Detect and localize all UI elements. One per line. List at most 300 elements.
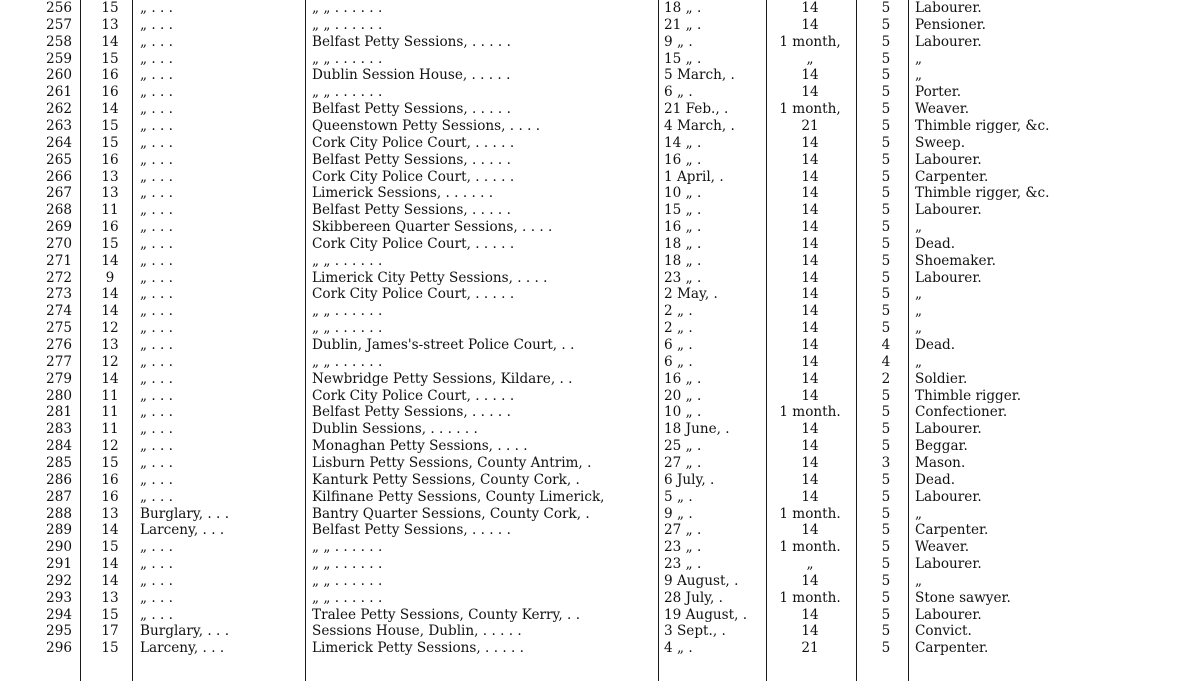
- detention-cell: 5: [881, 539, 891, 556]
- date-cell: 27 „ .: [664, 522, 702, 539]
- date-cell: 15 „ .: [664, 202, 702, 219]
- entry-number: 259: [46, 50, 72, 67]
- term-cell: 14: [801, 185, 819, 202]
- court-cell: Cork City Police Court, . . . . .: [312, 168, 515, 185]
- crime-cell: „ . . .: [140, 168, 173, 185]
- entry-number: 286: [46, 471, 72, 488]
- crime-cell: „ . . .: [140, 471, 173, 488]
- occupation-cell: „: [915, 303, 923, 320]
- table-row: [0, 118, 1190, 134]
- table-row: [0, 169, 1190, 185]
- age-cell: 14: [101, 572, 119, 589]
- table-row: [0, 404, 1190, 420]
- occupation-cell: Pensioner.: [915, 16, 986, 33]
- detention-cell: 5: [881, 101, 891, 118]
- entry-number: 294: [46, 606, 72, 623]
- court-cell: „ „ . . . . . .: [312, 16, 383, 33]
- entry-number: 258: [46, 33, 72, 50]
- term-cell: „: [806, 556, 814, 573]
- date-cell: 16 „ .: [664, 151, 702, 168]
- crime-cell: „ . . .: [140, 67, 173, 84]
- date-cell: 18 June, .: [664, 421, 730, 438]
- detention-cell: 5: [881, 117, 891, 134]
- court-cell: „ „ . . . . . .: [312, 50, 383, 67]
- court-cell: „ „ . . . . . .: [312, 556, 383, 573]
- term-cell: 14: [801, 387, 819, 404]
- table-row: [0, 135, 1190, 151]
- crime-cell: „ . . .: [140, 151, 173, 168]
- detention-cell: 5: [881, 320, 891, 337]
- age-cell: 16: [101, 67, 119, 84]
- date-cell: 20 „ .: [664, 387, 702, 404]
- occupation-cell: „: [915, 353, 923, 370]
- detention-cell: 5: [881, 556, 891, 573]
- date-cell: 1 April, .: [664, 168, 724, 185]
- crime-cell: „ . . .: [140, 134, 173, 151]
- term-cell: 21: [801, 640, 819, 657]
- entry-number: 273: [46, 286, 72, 303]
- entry-number: 287: [46, 488, 72, 505]
- term-cell: 14: [801, 303, 819, 320]
- occupation-cell: „: [915, 572, 923, 589]
- table-row: [0, 51, 1190, 67]
- term-cell: 14: [801, 286, 819, 303]
- term-cell: 14: [801, 522, 819, 539]
- age-cell: 13: [101, 168, 119, 185]
- crime-cell: „ . . .: [140, 84, 173, 101]
- detention-cell: 5: [881, 84, 891, 101]
- entry-number: 261: [46, 84, 72, 101]
- age-cell: 16: [101, 471, 119, 488]
- crime-cell: „ . . .: [140, 219, 173, 236]
- court-cell: Dublin, James's-street Police Court, . .: [312, 337, 575, 353]
- age-cell: 15: [101, 134, 119, 151]
- term-cell: 14: [801, 134, 819, 151]
- term-cell: 14: [801, 16, 819, 33]
- entry-number: 293: [46, 589, 72, 606]
- court-cell: Belfast Petty Sessions, . . . . .: [312, 404, 511, 421]
- age-cell: 14: [101, 252, 119, 269]
- term-cell: 21: [801, 117, 819, 134]
- term-cell: 14: [801, 488, 819, 505]
- age-cell: 17: [101, 623, 119, 640]
- date-cell: 9 „ .: [664, 33, 693, 50]
- entry-number: 266: [46, 168, 72, 185]
- detention-cell: 5: [881, 438, 891, 455]
- detention-cell: 5: [881, 387, 891, 404]
- crime-cell: „ . . .: [140, 404, 173, 421]
- date-cell: 27 „ .: [664, 454, 702, 471]
- term-cell: 14: [801, 421, 819, 438]
- entry-number: 275: [46, 320, 72, 337]
- court-cell: „ „ . . . . . .: [312, 252, 383, 269]
- occupation-cell: „: [915, 286, 923, 303]
- date-cell: 2 May, .: [664, 286, 718, 303]
- table-row: [0, 623, 1190, 639]
- date-cell: 21 Feb., .: [664, 101, 729, 118]
- table-row: [0, 472, 1190, 488]
- crime-cell: „ . . .: [140, 370, 173, 387]
- crime-cell: „ . . .: [140, 556, 173, 573]
- detention-cell: 5: [881, 606, 891, 623]
- detention-cell: 5: [881, 185, 891, 202]
- entry-number: 268: [46, 202, 72, 219]
- age-cell: 16: [101, 219, 119, 236]
- date-cell: 4 „ .: [664, 640, 693, 657]
- court-cell: „ „ . . . . . .: [312, 572, 383, 589]
- detention-cell: 4: [881, 353, 891, 370]
- crime-cell: „ . . .: [140, 589, 173, 606]
- table-row: [0, 573, 1190, 589]
- occupation-cell: Beggar.: [915, 438, 968, 455]
- age-cell: 9: [105, 269, 115, 286]
- term-cell: 14: [801, 84, 819, 101]
- table-row: [0, 489, 1190, 505]
- entry-number: 270: [46, 235, 72, 252]
- detention-cell: 5: [881, 505, 891, 522]
- date-cell: 16 „ .: [664, 370, 702, 387]
- term-cell: 14: [801, 623, 819, 640]
- occupation-cell: Stone sawyer.: [915, 589, 1011, 606]
- detention-cell: 5: [881, 235, 891, 252]
- court-cell: Newbridge Petty Sessions, Kildare, . .: [312, 370, 573, 387]
- court-cell: Sessions House, Dublin, . . . . .: [312, 623, 522, 640]
- detention-cell: 5: [881, 33, 891, 50]
- detention-cell: 5: [881, 488, 891, 505]
- table-row: [0, 556, 1190, 572]
- occupation-cell: Mason.: [915, 454, 966, 471]
- court-cell: Dublin Sessions, . . . . . .: [312, 421, 478, 438]
- court-cell: Belfast Petty Sessions, . . . . .: [312, 522, 511, 539]
- occupation-cell: Weaver.: [915, 539, 970, 556]
- crime-cell: „ . . .: [140, 269, 173, 286]
- crime-cell: „ . . .: [140, 0, 173, 16]
- court-cell: „ „ . . . . . .: [312, 539, 383, 556]
- age-cell: 14: [101, 33, 119, 50]
- crime-cell: „ . . .: [140, 286, 173, 303]
- table-row: [0, 371, 1190, 387]
- occupation-cell: Dead.: [915, 235, 956, 252]
- court-cell: Belfast Petty Sessions, . . . . .: [312, 101, 511, 118]
- age-cell: 11: [101, 404, 119, 421]
- table-row: [0, 590, 1190, 606]
- occupation-cell: Dead.: [915, 471, 956, 488]
- court-cell: Limerick Petty Sessions, . . . . .: [312, 640, 524, 657]
- occupation-cell: Carpenter.: [915, 522, 989, 539]
- court-cell: Kilfinane Petty Sessions, County Limerick,: [312, 488, 605, 505]
- occupation-cell: „: [915, 67, 923, 84]
- entry-number: 260: [46, 67, 72, 84]
- entry-number: 283: [46, 421, 72, 438]
- court-cell: Belfast Petty Sessions, . . . . .: [312, 33, 511, 50]
- term-cell: 1 month.: [779, 589, 841, 606]
- detention-cell: 5: [881, 168, 891, 185]
- table-row: [0, 539, 1190, 555]
- court-cell: Monaghan Petty Sessions, . . . .: [312, 438, 528, 455]
- crime-cell: „ . . .: [140, 252, 173, 269]
- term-cell: 14: [801, 370, 819, 387]
- crime-cell: „ . . .: [140, 16, 173, 33]
- table-row: [0, 303, 1190, 319]
- date-cell: 18 „ .: [664, 252, 702, 269]
- detention-cell: 5: [881, 252, 891, 269]
- detention-cell: 5: [881, 286, 891, 303]
- court-cell: „ „ . . . . . .: [312, 353, 383, 370]
- date-cell: 6 „ .: [664, 353, 693, 370]
- court-cell: Limerick City Petty Sessions, . . . .: [312, 269, 548, 286]
- table-row: [0, 320, 1190, 336]
- table-row: [0, 337, 1190, 353]
- detention-cell: 5: [881, 134, 891, 151]
- entry-number: 256: [46, 0, 72, 16]
- table-row: [0, 286, 1190, 302]
- table-row: [0, 17, 1190, 33]
- term-cell: 14: [801, 438, 819, 455]
- crime-cell: „ . . .: [140, 303, 173, 320]
- detention-cell: 5: [881, 0, 891, 16]
- crime-cell: „ . . .: [140, 33, 173, 50]
- age-cell: 11: [101, 421, 119, 438]
- date-cell: 9 „ .: [664, 505, 693, 522]
- term-cell: 14: [801, 320, 819, 337]
- detention-cell: 5: [881, 640, 891, 657]
- occupation-cell: „: [915, 219, 923, 236]
- crime-cell: „ . . .: [140, 50, 173, 67]
- detention-cell: 5: [881, 303, 891, 320]
- table-row: [0, 455, 1190, 471]
- table-row: [0, 67, 1190, 83]
- entry-number: 289: [46, 522, 72, 539]
- age-cell: 16: [101, 151, 119, 168]
- term-cell: 14: [801, 471, 819, 488]
- date-cell: 5 March, .: [664, 67, 735, 84]
- age-cell: 15: [101, 235, 119, 252]
- entry-number: 284: [46, 438, 72, 455]
- age-cell: 12: [101, 438, 119, 455]
- crime-cell: Burglary, . . .: [140, 623, 230, 640]
- court-cell: „ „ . . . . . .: [312, 320, 383, 337]
- court-cell: Cork City Police Court, . . . . .: [312, 387, 515, 404]
- court-cell: Limerick Sessions, . . . . . .: [312, 185, 494, 202]
- court-cell: „ „ . . . . . .: [312, 589, 383, 606]
- date-cell: 2 „ .: [664, 303, 693, 320]
- occupation-cell: Labourer.: [915, 606, 982, 623]
- age-cell: 15: [101, 640, 119, 657]
- date-cell: 10 „ .: [664, 404, 702, 421]
- term-cell: 1 month.: [779, 505, 841, 522]
- table-row: [0, 185, 1190, 201]
- age-cell: 11: [101, 387, 119, 404]
- date-cell: 21 „ .: [664, 16, 702, 33]
- term-cell: 1 month.: [779, 404, 841, 421]
- entry-number: 267: [46, 185, 72, 202]
- term-cell: „: [806, 50, 814, 67]
- date-cell: 18 „ .: [664, 235, 702, 252]
- crime-cell: „ . . .: [140, 539, 173, 556]
- detention-cell: 5: [881, 269, 891, 286]
- detention-cell: 5: [881, 202, 891, 219]
- occupation-cell: Convict.: [915, 623, 972, 640]
- table-row: [0, 438, 1190, 454]
- detention-cell: 5: [881, 623, 891, 640]
- court-cell: Cork City Police Court, . . . . .: [312, 235, 515, 252]
- entry-number: 265: [46, 151, 72, 168]
- crime-cell: „ . . .: [140, 337, 173, 353]
- court-cell: Skibbereen Quarter Sessions, . . . .: [312, 219, 553, 236]
- court-cell: „ „ . . . . . .: [312, 303, 383, 320]
- crime-cell: „ . . .: [140, 488, 173, 505]
- table-row: [0, 388, 1190, 404]
- crime-cell: „ . . .: [140, 202, 173, 219]
- entry-number: 288: [46, 505, 72, 522]
- court-cell: Kanturk Petty Sessions, County Cork, .: [312, 471, 580, 488]
- detention-cell: 5: [881, 50, 891, 67]
- age-cell: 15: [101, 117, 119, 134]
- occupation-cell: „: [915, 505, 923, 522]
- table-row: [0, 84, 1190, 100]
- entry-number: 280: [46, 387, 72, 404]
- occupation-cell: Thimble rigger.: [915, 387, 1022, 404]
- court-cell: „ „ . . . . . .: [312, 84, 383, 101]
- entry-number: 271: [46, 252, 72, 269]
- table-row: [0, 640, 1190, 656]
- age-cell: 13: [101, 337, 119, 353]
- term-cell: 14: [801, 219, 819, 236]
- court-cell: Queenstown Petty Sessions, . . . .: [312, 117, 541, 134]
- date-cell: 14 „ .: [664, 134, 702, 151]
- occupation-cell: Porter.: [915, 84, 962, 101]
- crime-cell: Larceny, . . .: [140, 640, 225, 657]
- term-cell: 14: [801, 235, 819, 252]
- age-cell: 12: [101, 353, 119, 370]
- entry-number: 274: [46, 303, 72, 320]
- occupation-cell: Labourer.: [915, 151, 982, 168]
- table-row: [0, 0, 1190, 16]
- date-cell: 18 „ .: [664, 0, 702, 16]
- court-cell: Bantry Quarter Sessions, County Cork, .: [312, 505, 590, 522]
- date-cell: 6 „ .: [664, 84, 693, 101]
- date-cell: 23 „ .: [664, 269, 702, 286]
- age-cell: 14: [101, 556, 119, 573]
- entry-number: 277: [46, 353, 72, 370]
- court-cell: Belfast Petty Sessions, . . . . .: [312, 151, 511, 168]
- court-cell: „ „ . . . . . .: [312, 0, 383, 16]
- occupation-cell: Thimble rigger, &c.: [915, 117, 1050, 134]
- entry-number: 272: [46, 269, 72, 286]
- table-row: [0, 506, 1190, 522]
- entry-number: 295: [46, 623, 72, 640]
- table-row: [0, 421, 1190, 437]
- table-row: [0, 202, 1190, 218]
- crime-cell: Burglary, . . .: [140, 505, 230, 522]
- detention-cell: 5: [881, 572, 891, 589]
- detention-cell: 4: [881, 337, 891, 353]
- age-cell: 15: [101, 539, 119, 556]
- court-cell: Lisburn Petty Sessions, County Antrim, .: [312, 454, 592, 471]
- table-row: [0, 270, 1190, 286]
- entry-number: 285: [46, 454, 72, 471]
- occupation-cell: Labourer.: [915, 0, 982, 16]
- crime-cell: „ . . .: [140, 421, 173, 438]
- crime-cell: Larceny, . . .: [140, 522, 225, 539]
- term-cell: 1 month,: [779, 33, 841, 50]
- occupation-cell: Labourer.: [915, 33, 982, 50]
- term-cell: 14: [801, 202, 819, 219]
- term-cell: 1 month.: [779, 539, 841, 556]
- court-cell: Tralee Petty Sessions, County Kerry, . .: [312, 606, 581, 623]
- age-cell: 15: [101, 606, 119, 623]
- detention-cell: 5: [881, 219, 891, 236]
- crime-cell: „ . . .: [140, 353, 173, 370]
- detention-cell: 5: [881, 522, 891, 539]
- date-cell: 15 „ .: [664, 50, 702, 67]
- date-cell: 6 July, .: [664, 471, 715, 488]
- table-row: [0, 522, 1190, 538]
- term-cell: 14: [801, 454, 819, 471]
- age-cell: 16: [101, 84, 119, 101]
- age-cell: 16: [101, 488, 119, 505]
- occupation-cell: Labourer.: [915, 488, 982, 505]
- age-cell: 14: [101, 101, 119, 118]
- occupation-cell: Labourer.: [915, 202, 982, 219]
- court-cell: Dublin Session House, . . . . .: [312, 67, 511, 84]
- age-cell: 13: [101, 16, 119, 33]
- entry-number: 291: [46, 556, 72, 573]
- date-cell: 19 August, .: [664, 606, 748, 623]
- date-cell: 2 „ .: [664, 320, 693, 337]
- entry-number: 290: [46, 539, 72, 556]
- table-row: [0, 34, 1190, 50]
- detention-cell: 5: [881, 404, 891, 421]
- entry-number: 264: [46, 134, 72, 151]
- term-cell: 14: [801, 572, 819, 589]
- term-cell: 14: [801, 269, 819, 286]
- term-cell: 14: [801, 0, 819, 16]
- date-cell: 3 Sept., .: [664, 623, 726, 640]
- term-cell: 14: [801, 252, 819, 269]
- age-cell: 14: [101, 522, 119, 539]
- occupation-cell: Labourer.: [915, 421, 982, 438]
- entry-number: 257: [46, 16, 72, 33]
- table-row: [0, 219, 1190, 235]
- table-row: [0, 152, 1190, 168]
- occupation-cell: „: [915, 50, 923, 67]
- entry-number: 292: [46, 572, 72, 589]
- date-cell: 23 „ .: [664, 556, 702, 573]
- entry-number: 269: [46, 219, 72, 236]
- occupation-cell: Weaver.: [915, 101, 970, 118]
- detention-cell: 5: [881, 421, 891, 438]
- crime-cell: „ . . .: [140, 438, 173, 455]
- court-cell: Belfast Petty Sessions, . . . . .: [312, 202, 511, 219]
- date-cell: 16 „ .: [664, 219, 702, 236]
- age-cell: 15: [101, 454, 119, 471]
- court-cell: Cork City Police Court, . . . . .: [312, 134, 515, 151]
- entry-number: 262: [46, 101, 72, 118]
- crime-cell: „ . . .: [140, 606, 173, 623]
- occupation-cell: Labourer.: [915, 269, 982, 286]
- detention-cell: 5: [881, 589, 891, 606]
- age-cell: 13: [101, 185, 119, 202]
- occupation-cell: „: [915, 320, 923, 337]
- crime-cell: „ . . .: [140, 387, 173, 404]
- entry-number: 296: [46, 640, 72, 657]
- detention-cell: 5: [881, 151, 891, 168]
- date-cell: 10 „ .: [664, 185, 702, 202]
- crime-cell: „ . . .: [140, 320, 173, 337]
- occupation-cell: Carpenter.: [915, 640, 989, 657]
- age-cell: 11: [101, 202, 119, 219]
